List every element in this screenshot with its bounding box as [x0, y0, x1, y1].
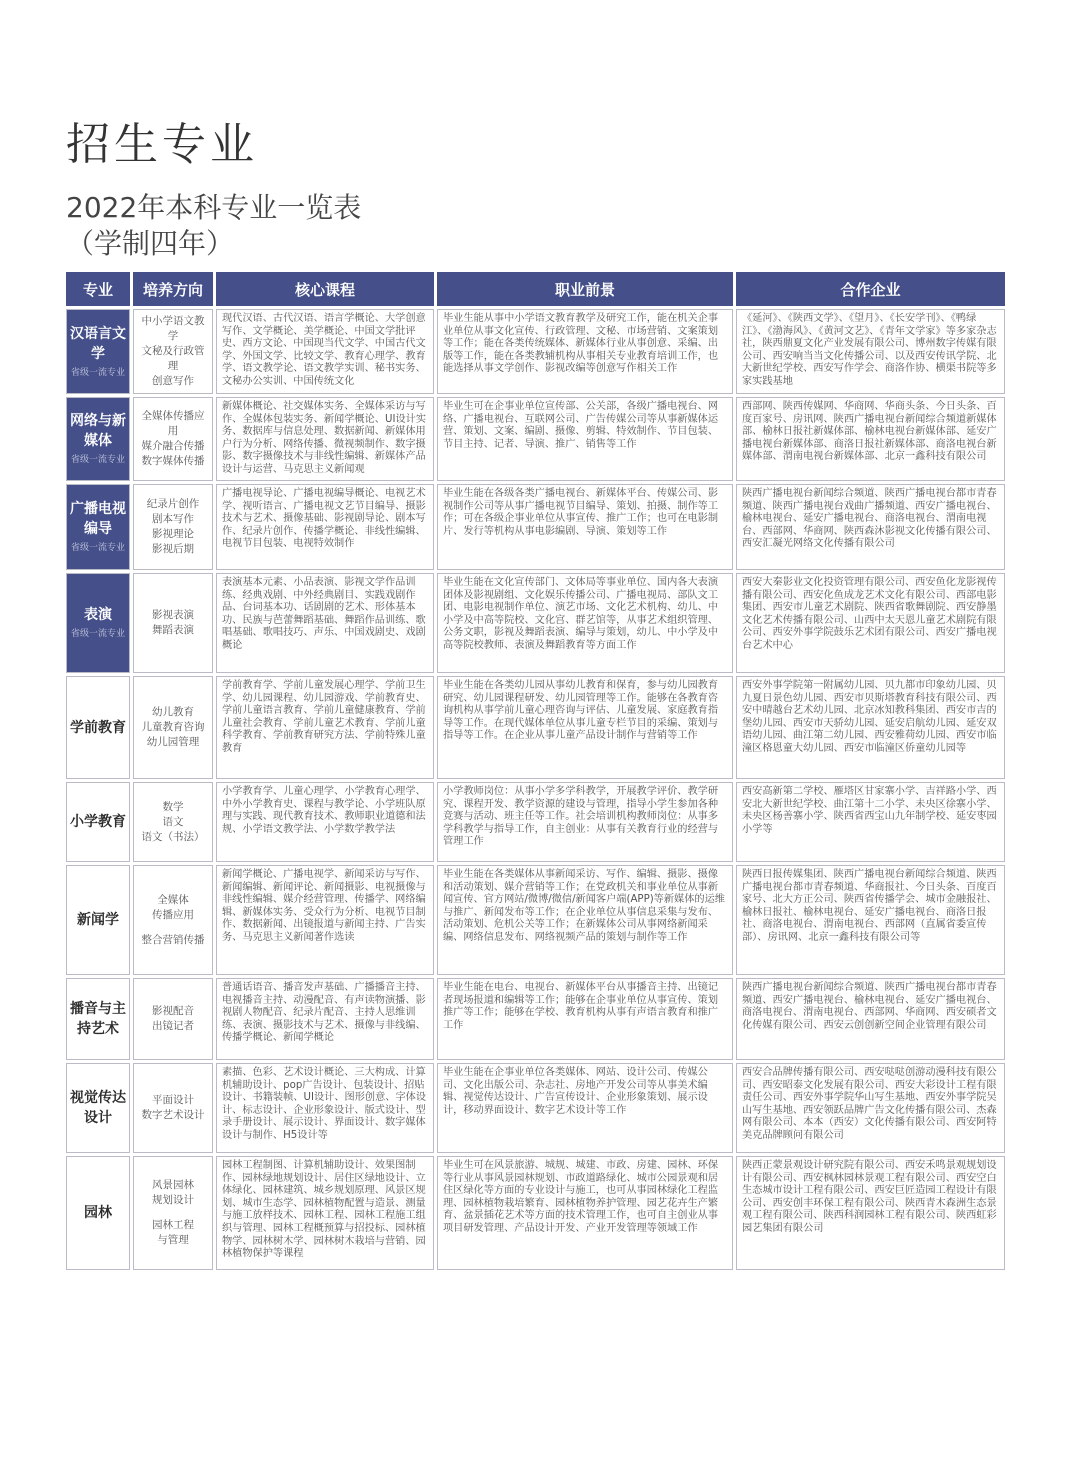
direction-item: 影视表演 — [152, 609, 194, 621]
partners-cell: 西安合品牌传播有限公司、西安哒哒创游动漫科技有限公司、西安昭泰文化发展有限公司、西安大彩设计工程有限责任公司、西安外事学院华山写生基地、西安外事学院吴山写生基地、西安领跃品牌广告文化传播有限公司、杰森网有限公司、本本（西安）文化传播有限公司、西安阿特美克品牌顾问有限公司 — [736, 1063, 1005, 1153]
courses-cell: 素描、色彩、艺术设计概论、三大构成、计算机辅助设计、pop广告设计、包装设计、招贴设计、书籍装帧、UI设计、图形创意、字体设计、标志设计、企业形象设计、版式设计、型录手册设计、展示设计、界面设计、数字媒体设计与制作、H5设计等 — [216, 1063, 434, 1153]
table-subtitle — [66, 190, 361, 262]
prospects-cell: 毕业生可在风景旅游、城规、城建、市政、房建、园林、环保等行业从事风景园林规划、市政道路绿化、城市公园景观和居住区绿化等方面的专业设计与施工，也可从事园林绿化工程监理、园林植物栽培繁育、园林植物养护管理、园艺花卉生产繁育、盆景插花艺术等方面的技术管理工作，也可自主创业从事项目研发管理、产品设计开发、产业开发管理等领域工作 — [437, 1156, 733, 1270]
partners-cell: 西安高新第二学校、雁塔区甘家寨小学、吉祥路小学、西安北大新世纪学校、曲江第十二小学、未央区徐寨小学、未央区杨善寨小学、陕西省西宝山九年制学校、延安枣园小学等 — [736, 782, 1005, 862]
prospects-cell: 毕业生能从事中小学语文教育教学及研究工作，能在机关企事业单位从事文化宣传、行政管理、文秘、市场营销、文案策划等工作；能在各类传统媒体、新媒体行业从事创意、采编、出版等工作，能在各类教辅机构从事相关专业教育培训工作，也能选择从事文学创作、影视改编等创意写作相关工作 — [437, 309, 733, 394]
table-body — [66, 309, 1005, 1270]
direction-item: 全媒体 — [157, 893, 189, 906]
direction-item: 剧本写作 — [152, 513, 194, 525]
major-cell — [66, 865, 130, 975]
majors-table-wrapper — [66, 272, 1011, 1270]
direction-item: 文秘及行政管理 — [141, 345, 205, 372]
major-cell — [66, 397, 130, 481]
partners-cell: 《延河》、《陕西文学》、《望月》、《长安学刊》、《鸭绿江》、《渤海风》、《黄河文艺》、《青年文学家》等多家杂志社，陕西鼎夏文化产业发展有限公司、博州数字传媒有限公司、西安响当当文化传播公司、以及西安传讯学院、北大新世纪学校、西安写作学会、商洛作协、横渠书院等多家实践基地 — [736, 309, 1005, 394]
courses-cell: 新闻学概论、广播电视学、新闻采访与写作、新闻编辑、新闻评论、新闻摄影、电视摄像与非线性编辑、媒介经营管理、传播学、网络编辑、新媒体实务、受众行为分析、电视节目制作、数据新闻、出镜报道与新闻主持、广告实务、马克思主义新闻著作选读 — [216, 865, 434, 975]
header-direction: 培养方向 — [133, 272, 213, 306]
prospects-cell: 毕业生能在企事业单位各类媒体、网站、设计公司、传媒公司、文化出版公司、杂志社、房地产开发公司等从事美术编辑、视觉传达设计、广告宣传设计、企业形象策划、展示设计，移动界面设计、数字艺术设计等工作 — [437, 1063, 733, 1153]
direction-spacer — [139, 923, 207, 933]
table-header-row — [66, 272, 1005, 306]
direction-item: 语文 — [162, 815, 184, 828]
majors-table — [63, 269, 1008, 1273]
major-cell — [66, 978, 130, 1060]
direction-item: 平面设计 — [152, 1094, 194, 1106]
major-honor-tag: 省级一流专业 — [70, 455, 125, 465]
partners-cell: 陕西广播电视台新闻综合频道、陕西广播电视台都市青春频道、西安广播电视台、榆林电视台、延安广播电视台、商洛电视台、渭南电视台、西部网、华商网、西安硕者文化传媒有限公司、西安云创创新空间企业管理有限公司 — [736, 978, 1005, 1060]
major-cell — [66, 1156, 130, 1270]
direction-item: 纪录片创作 — [146, 498, 200, 510]
direction-item: 风景园林 — [152, 1179, 194, 1191]
major-name: 广播电视编导 — [70, 501, 126, 537]
courses-cell: 现代汉语、古代汉语、语言学概论、大学创意写作、文学概论、美学概论、中国文学批评史、西方文论、中国现当代文学、中国古代文学、外国文学、比较文学、教育心理学、教育学、语文教学论、语文教学实训、秘书实务、文秘办公实训、中国传统文化 — [216, 309, 434, 394]
major-honor-tag: 省级一流专业 — [70, 543, 125, 553]
direction-item: 数字媒体传播 — [141, 455, 205, 467]
courses-cell: 新媒体概论、社交媒体实务、全媒体采访与写作、全媒体包装实务、新闻学概论、UI设计实务、数据库与信息处理、数据新闻、新媒体用户行为分析、网络传播、微视频制作、数字摄影、数字摄像技术与非线性编辑、新媒体产品设计与运营、马克思主义新闻观 — [216, 397, 434, 481]
courses-cell: 普通话语音、播音发声基础、广播播音主持、电视播音主持、动漫配音、有声读物演播、影视剧人物配音、纪录片配音、主持人思维训练、表演、摄影技术与艺术、摄像与非线编、传播学概论、新闻学概论 — [216, 978, 434, 1060]
major-cell — [66, 676, 130, 779]
courses-cell: 学前教育学、学前儿童发展心理学、学前卫生学、幼儿园课程、幼儿园游戏、学前教育史、学前儿童语言教育、学前儿童健康教育、学前儿童社会教育、学前儿童艺术教育、学前儿童科学教育、学前教育研究方法、学前特殊儿童教育 — [216, 676, 434, 779]
direction-cell — [133, 782, 213, 862]
direction-spacer — [139, 1208, 207, 1218]
partners-cell: 西安大秦影业文化投资管理有限公司、西安鱼化龙影视传播有限公司、西安化鱼成龙艺术文化有限公司、西部电影集团、西安市儿童艺术剧院、陕西省歌舞剧院、西安静墨文化艺术传播有限公司、山西中太天恩儿童艺术剧院有限公司、西安外事学院鼓乐艺术团有限公司、西安广播电视台艺术中心 — [736, 573, 1005, 673]
direction-item: 影视理论 — [152, 528, 194, 540]
courses-cell: 小学教育学、儿童心理学、小学教育心理学、中外小学教育史、课程与教学论、小学班队原理与实践、现代教育技术、教师职业道德和法规、小学语文教学法、小学数学教学法 — [216, 782, 434, 862]
direction-item: 整合营销传播 — [141, 933, 205, 946]
prospects-cell: 小学教师岗位：从事小学多学科教学，开展教学评价、教学研究、课程开发、教学资源的建设与管理，指导小学生参加各种竞赛与活动、班主任等工作。社会培训机构教师岗位：从事多学科教学与指导工作，自主创业：从事有关教育行业的经营与管理工作 — [437, 782, 733, 862]
prospects-cell: 毕业生能在各类幼儿园从事幼儿教育和保育，参与幼儿园教育研究、幼儿园课程研发、幼儿园管理等工作。能够在各教育咨询机构从事学前儿童心理咨询与评估、儿童发展、家庭教育指导等工作。在现代媒体单位从事儿童专栏节目的采编、策划与指导等工作。在企业从事儿童产品设计制作与营销等工作 — [437, 676, 733, 779]
major-cell — [66, 782, 130, 862]
major-name: 视觉传达设计 — [70, 1090, 126, 1126]
table-row — [66, 978, 1005, 1060]
table-row — [66, 573, 1005, 673]
direction-item: 全媒体传播应用 — [141, 410, 205, 437]
direction-item: 中小学语文教学 — [141, 315, 205, 342]
major-cell — [66, 309, 130, 394]
table-row — [66, 1063, 1005, 1153]
subtitle-line-2: （学制四年） — [66, 227, 235, 260]
partners-cell: 西安外事学院第一附属幼儿园、贝九都市印象幼儿园、贝九夏日景色幼儿园、西安市贝斯塔教育科技有限公司、西安中晴越台艺术幼儿园、北京冰知教科集团、西安市吉的堡幼儿园、西安市天骄幼儿园、延安启航幼儿园、延安双语幼儿园、曲江第二幼儿园、西安雅荷幼儿园、西安市临潼区格恩童大幼儿园、西安市临潼区侨童幼儿园等 — [736, 676, 1005, 779]
direction-item: 语文（书法） — [141, 830, 205, 843]
direction-cell — [133, 573, 213, 673]
direction-item: 园林工程 — [152, 1219, 194, 1231]
prospects-cell: 毕业生能在文化宣传部门、文体局等事业单位、国内各大表演团体及影视剧组、文化娱乐传播公司、广播电视局、部队文工团、电影电视制作单位、演艺市场、文化艺术机构、幼儿、中小学及中高等院校、文化宫、群艺馆等，从事艺术组织管理、公务文职，影视及舞蹈表演、编导与策划，幼儿、中小学及中高等院校教师、表演及舞蹈教育等方面工作 — [437, 573, 733, 673]
header-partners: 合作企业 — [736, 272, 1005, 306]
major-cell — [66, 1063, 130, 1153]
direction-cell — [133, 484, 213, 570]
courses-cell: 表演基本元素、小品表演、影视文学作品训练、经典戏剧、中外经典剧目、实践戏剧作品、台词基本功、话剧剧的艺术、形体基本功、民族与芭蕾舞蹈基础、舞蹈作品训练、歌唱基础、歌唱技巧、声乐、中国戏剧史、戏剧概论 — [216, 573, 434, 673]
major-name: 播音与主持艺术 — [70, 1001, 126, 1037]
prospects-cell: 毕业生能在各级各类广播电视台、新媒体平台、传媒公司、影视制作公司等从事广播电视节目编导、策划、拍摄、制作等工作；可在各级企事业单位从事宣传、推广工作；也可在电影制片、发行等机构从事电影编剧、导演、策划等工作 — [437, 484, 733, 570]
direction-item: 影视配音 — [152, 1005, 194, 1017]
major-name: 汉语言文学 — [70, 325, 126, 362]
major-name: 学前教育 — [70, 719, 126, 736]
direction-item: 创意写作 — [152, 375, 194, 387]
prospects-cell: 毕业生可在企事业单位宣传部、公关部，各级广播电视台、网络、广播电视台、互联网公司、广告传媒公司等从事新媒体运营、策划、文案、编剧、摄像、剪辑、特效制作、节目包装、节目主持、记者、导演、推广、销售等工作 — [437, 397, 733, 481]
direction-item: 幼儿教育 — [152, 706, 194, 718]
direction-cell — [133, 309, 213, 394]
direction-item: 影视后期 — [152, 543, 194, 555]
table-row — [66, 309, 1005, 394]
major-honor-tag: 省级一流专业 — [70, 629, 125, 639]
direction-cell — [133, 1156, 213, 1270]
direction-item: 与管理 — [157, 1234, 189, 1246]
direction-item: 数学 — [162, 800, 184, 813]
partners-cell: 西部网、陕西传媒网、华商网、华商头条、今日头条、百度百家号、房讯网、陕西广播电视台新闻综合频道新媒体部、榆林日报社新媒体部、榆林电视台新媒体部、延安广播电视台新媒体部、商洛日报社新媒体部、商洛电视台新媒体部、渭南电视台新媒体部、北京一鑫科技有限公司 — [736, 397, 1005, 481]
direction-cell — [133, 397, 213, 481]
prospects-cell: 毕业生能在各类媒体从事新闻采访、写作、编辑、摄影、摄像和活动策划、媒介营销等工作；在党政机关和事业单位从事新闻宣传、官方网站/微博/微信/新闻客户端(APP)等新媒体的运维与推广、新闻发布等工作；在企业单位从事信息采集与发布、活动策划、危机公关等工作；在新媒体公司从事网络新闻采编、网络信息发布、网络视频产品的策划与制作等工作 — [437, 865, 733, 975]
header-major: 专业 — [66, 272, 130, 306]
table-row — [66, 1156, 1005, 1270]
major-name: 新闻学 — [77, 912, 119, 928]
table-row — [66, 865, 1005, 975]
courses-cell: 广播电视导论、广播电视编导概论、电视艺术学、视听语言、广播电视文艺节目编导、摄影技术与艺术、摄像基础、影视剧导论、剧本写作、纪录片创作、传播学概论、非线性编辑、电视节目包装、电视特效制作 — [216, 484, 434, 570]
direction-item: 舞蹈表演 — [152, 624, 194, 636]
direction-cell — [133, 978, 213, 1060]
direction-cell — [133, 865, 213, 975]
major-name: 小学教育 — [70, 814, 126, 830]
header-prospects: 职业前景 — [437, 272, 733, 306]
table-row — [66, 484, 1005, 570]
direction-cell — [133, 1063, 213, 1153]
prospects-cell: 毕业生能在电台、电视台、新媒体平台从事播音主持、出镜记者现场报道和编辑等工作；能够在企事业单位从事宣传、策划推广等工作；能够在学校、教育机构从事有声语言教育和推广工作 — [437, 978, 733, 1060]
major-cell — [66, 484, 130, 570]
partners-cell: 陕西正蒙景观设计研究院有限公司、西安禾鸣景观规划设计有限公司、西安枫林园林景观工程有限公司、西安空白生态城市设计工程有限公司、西安巨匠造园工程设计有限公司、西安创丰环保工程有限公司、陕西青木森洲生态景观工程有限公司、陕西科润园林工程有限公司、陕西虹彩园艺集团有限公司 — [736, 1156, 1005, 1270]
major-name: 网络与新媒体 — [70, 413, 126, 449]
partners-cell: 陕西日报传媒集团、陕西广播电视台新闻综合频道、陕西广播电视台都市青春频道、华商报社、今日头条、百度百家号、北大方正公司、陕西省传播学会、城市金融报社、榆林日报社、榆林电视台、延安广播电视台、商洛日报社、商洛电视台、渭南电视台、西部网（直属省委宣传部）、房讯网、北京一鑫科技有限公司等 — [736, 865, 1005, 975]
table-row — [66, 782, 1005, 862]
direction-item: 数字艺术设计 — [141, 1109, 205, 1121]
page-title: 招生专业 — [66, 119, 258, 170]
major-honor-tag: 省级一流专业 — [70, 367, 125, 378]
major-cell — [66, 573, 130, 673]
direction-item: 传播应用 — [152, 908, 194, 921]
major-name: 园林 — [84, 1205, 112, 1221]
direction-item: 规划设计 — [152, 1194, 194, 1206]
direction-cell — [133, 676, 213, 779]
table-row — [66, 676, 1005, 779]
direction-item: 出镜记者 — [152, 1020, 194, 1032]
table-row — [66, 397, 1005, 481]
courses-cell: 园林工程制图、计算机辅助设计、效果图制作、园林绿地规划设计、居住区绿地设计、立体绿化、园林建筑、城乡规划原理、风景区规划、城市生态学、园林植物配置与造景、测量与施工放样技术、园林工程、园林工程施工组织与管理、园林工程概预算与招投标、园林植物学、园林树木学、园林树木栽培与营销、园林植物保护等课程 — [216, 1156, 434, 1270]
header-courses: 核心课程 — [216, 272, 434, 306]
direction-item: 幼儿园管理 — [146, 736, 200, 748]
partners-cell: 陕西广播电视台新闻综合频道、陕西广播电视台都市青春频道、陕西广播电视台戏曲广播频道、西安广播电视台、榆林电视台、延安广播电视台、商洛电视台、渭南电视台、西部网、华商网、陕西森沐影视文化传播有限公司、西安汇凝光网络文化传播有限公司 — [736, 484, 1005, 570]
direction-item: 媒介融合传播 — [141, 440, 205, 452]
direction-item: 儿童教育咨询 — [141, 721, 205, 733]
subtitle-line-1: 2022年本科专业一览表 — [66, 191, 362, 224]
major-name: 表演 — [84, 607, 112, 623]
